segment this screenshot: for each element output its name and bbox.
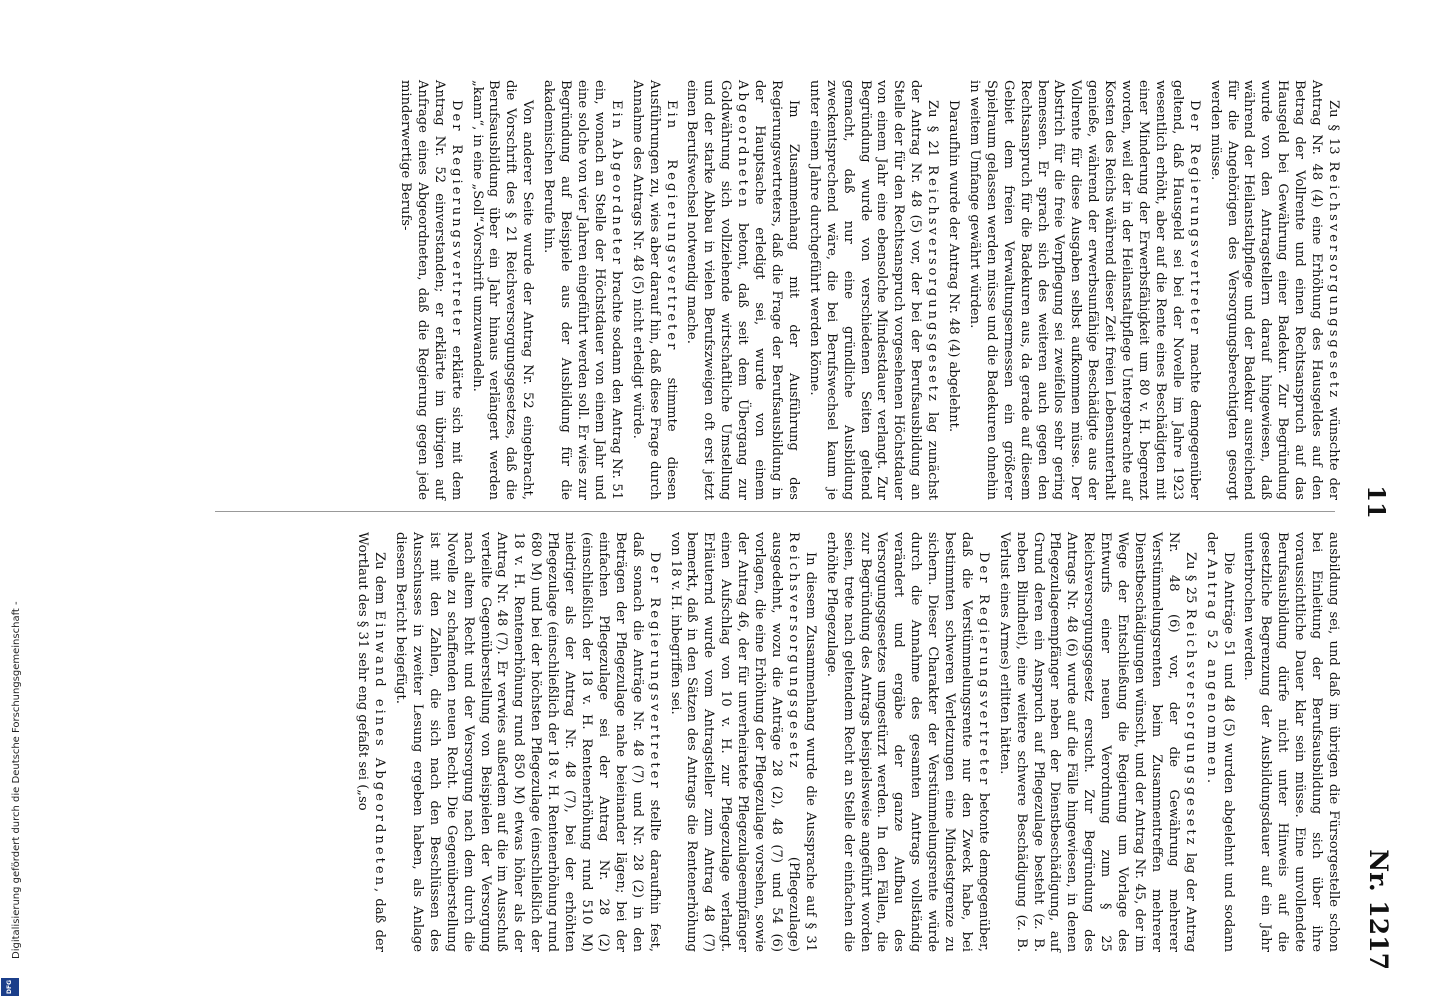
paragraph — [1202, 532, 1236, 952]
document-number: Nr. 1217 — [1364, 849, 1393, 970]
paragraph-text: betonte demgegenüber, daß die Verstümmelungsrente nur den Zweck habe, bei bestimmten schweren Verletzungen eine Mindestgrenze zu sichern. Dieser Charakter der Verstümmelungsrente würde durch die Annahme des gesamten Antrags vollständig verändert und ergäbe der ganze Aufbau des Versorgungsgesetzes umgestürzt werden. In den Fällen, die zur Begründung des Antrags beispielsweise angeführt worden seien, trete nach geltendem Recht an Stelle der einfachen die erhöhte Pflegezulage. — [823, 532, 991, 952]
left-text-column — [211, 80, 1341, 500]
paragraph-text: Zu § 13 — [1326, 100, 1341, 162]
spaced-emphasis: Ein Abgeordneter — [608, 100, 624, 267]
paragraph-text: stellte daraufhin fest, daß sonach die Anträge Nr. 48 (7) und Nr. 28 (2) in den Beträgen der Pflegezulage nahe beieinander lägen; bei der einfachen Pflegezulage sei der Antrag Nr. 28 (2) (einschließlich der 18 v. H. Rentenerhöhung rund 510 M) niedriger als der Antrag Nr. 48 (7), bei der erhöhten Pflegezulage (einschließlich der 18 v. H. Rentenerhöhung rund 680 M) und bei der höchsten Pflegezulage (einschließlich der 18 v. H. Rentenerhöhung rund 850 M) etwas höher als der Antrag Nr. 48 (7). Er verwies außerdem auf die im Ausschuß verteilte Gegenüberstellung von Beispielen der Versorgung nach altem Recht und der Versorgung nach dem durch die Novelle zu schaffenden neuen Recht. Die Gegenüberstellung ist mit den Zahlen, die sich nach den Beschlüssen des Ausschusses in zweiter Lesung ergeben haben, als Anlage diesem Bericht beigefügt. — [393, 532, 662, 952]
spaced-emphasis: Reichsversorgungsgesetz — [785, 532, 801, 771]
spaced-emphasis: Reichsversorgungsgesetz — [925, 165, 941, 404]
spaced-emphasis: Der Regierungsvertreter — [646, 552, 662, 791]
paragraph — [539, 80, 624, 500]
paragraph — [1240, 532, 1341, 952]
paragraph — [666, 532, 818, 952]
paragraph — [391, 532, 662, 952]
paragraph-text: In diesem Zusammenhang wurde die Aussprache auf § 31 — [802, 552, 818, 952]
paragraph-text: Von anderer Seite wurde der Antrag Nr. 52 eingebracht, die Vorschrift des § 21 Reichsversorgungsgesetzes, daß die Berufsausbildung über ein Jahr hinaus verlängert werden „kann“, in eine „Soll“-Vorschrift umzuwandeln. — [469, 80, 536, 500]
spaced-emphasis: Abgeordneten — [735, 80, 751, 211]
paragraph — [683, 80, 801, 500]
paragraph — [628, 80, 679, 500]
paragraph-text: Die Anträge 51 und 48 (5) wurden abgelehnt und sodann der — [1203, 532, 1236, 952]
right-text-column — [211, 532, 1341, 952]
paragraph-text: erklärte sich mit dem Antrag Nr. 52 einverstanden; er erklärte im übrigen auf Anfrage eines Abgeordneten, daß die Regierung gegen jede minderwertige Berufs- — [397, 80, 464, 500]
spaced-emphasis: Reichsversorgungsgesetz — [1326, 161, 1341, 401]
paragraph-text: Im Zusammenhang mit der Ausführung des Regierungsvertreters, daß die Frage der Berufsausbildung in der Hauptsache erledigt sei, wurde von einem — [752, 80, 801, 500]
paragraph-text: Daraufhin wurde der Antrag Nr. 48 (4) abgelehnt. — [946, 100, 962, 433]
paragraph — [965, 80, 1202, 500]
spaced-emphasis: Einwand eines Abgeordneten — [372, 610, 388, 889]
paragraph — [396, 80, 464, 500]
paragraph-text: (Pflegezulage) ausgedehnt, wozu die Anträge 28 (2), 48 (7) und 54 (6) vorlagen, die eine Erhöhung der Pflegezulage vorsehen, sowie der Antrag 46, der für unverheiratete Pflegezulageempfänger einen Aufschlag von 10 v. H. zur Pflegezulage verlangt. Erläuternd wurde vom Antragsteller zum Antrag 48 (7) bemerkt, daß in den Sätzen des Antrags die Rentenerhöhung von 18 v. H. inbegriffen sei. — [667, 532, 801, 952]
scanned-page — [205, 70, 1395, 970]
dfg-logo: DFG — [1, 978, 19, 996]
paragraph-text: machte demgegenüber geltend, daß Hausgeld sei bei der Novelle im Jahre 1923 wesentlich erhöht, aber auf die Rente eines Beschädigten mit einer Minderung der Erwerbsfähigkeit um 80 v. H. begrenzt worden, weil der in der Heilanstaltpflege Untergebrachte auf Kosten des Reichs während dieser Zeit freien Lebensunterhalt genieße, während der erwerbsunfähige Beschädigte aus der Vollrente für diese Ausgaben selbst aufkommen müsse. Der Abstrich für die freie Verpflegung sei zweifellos sehr gering bemessen. Er sprach sich des weiteren auch gegen den Rechtsanspruch für die Badekuren aus, da gerade auf diesem Gebiet dem freien Verwaltungsermessen ein größerer Spielraum gelassen werden müsse und die Badekuren ohnehin in weitem Umfange gewährt würden. — [966, 80, 1202, 501]
spaced-emphasis: Der Regierungsvertreter — [448, 100, 464, 338]
paragraph — [805, 80, 940, 500]
paragraph-text: lag der Antrag Nr. 48 (6) vor, der die Gewährung mehrerer Verstümmelungsrenten beim Zusammentreffen mehrerer Dienstbeschädigungen wünscht, und der Antrag Nr. 45, der im Wege der Entschließung die Regierung um Vorlage des Entwurfs einer neuen Verordnung zum § 25 Reichsversorgungsgesetz ersucht. Zur Begründung des Antrags Nr. 48 (6) wurde auf die Fälle hingewiesen, in denen Pflegezulageempfänger neben der Dienstbeschädigung, auf Grund deren ein Anspruch auf Pflegezulage besteht (z. B. neben Blindheit), eine weitere schwere Beschädigung (z. B. Verlust eines Armes) erlitten hätten. — [996, 532, 1198, 952]
paragraph — [1206, 80, 1341, 500]
paragraph-text: brachte sodann den Antrag Nr. 51 ein, wonach an Stelle der Höchstdauer von einem Jahr und eine solche von vier Jahren eingeführt werden soll. Er wies zur Begründung auf Beispiele aus der Ausbildung für die akademischen Berufe hin. — [541, 80, 624, 500]
paragraph-text: Zu § 21 — [925, 100, 941, 166]
paragraph — [822, 532, 991, 952]
paragraph — [353, 532, 387, 952]
digitization-credit — [0, 0, 22, 1000]
paragraph-text: wünschte der Antrag Nr. 48 (4) eine Erhöhung des Hausgeldes auf den Betrag der Vollrente und einen Rechtsanspruch auf das Hausgeld bei Gewährung einer Badekur. Zur Begründung wurde von den Antragstellern darauf hingewiesen, daß während der Heilanstaltpflege und der Badekur ausreichend für die Angehörigen des Versorgungsberechtigten gesorgt werden müsse. — [1207, 80, 1341, 500]
spaced-emphasis: Antrag 52 angenommen — [1203, 558, 1219, 779]
paragraph — [995, 532, 1198, 952]
paragraph-text: , daß der Wortlaut des § 31 sehr eng gefaßt sei („so — [355, 532, 388, 953]
paragraph-text: betont, daß seit dem Übergang zur Goldwährung sich vollziehende wirtschaftliche Umstellung und der starke Abbau in vielen Berufszweigen oft erst jetzt einen Berufswechsel notwendig mache. — [684, 80, 751, 500]
page-number: 11 — [1362, 485, 1391, 519]
paragraph-text: ausbildung sei, und daß im übrigen die Fürsorgestelle schon bei Einleitung der Berufsausbildung sich über ihre voraussichtliche Dauer klar sein müsse. Eine unvollendete Berufsausbildung dürfe nicht unter Hinweis auf die gesetzliche Begrenzung der Ausbildungsdauer auf ein Jahr unterbrochen werden. — [1241, 532, 1341, 952]
spaced-emphasis: Der Regierungsvertreter — [975, 552, 991, 788]
paragraph-text: Zu § 25 — [1182, 552, 1198, 609]
spaced-emphasis: Reichsversorgungsgesetz — [1182, 608, 1198, 848]
paragraph — [468, 80, 536, 500]
paragraph-text: Zu dem — [372, 552, 388, 611]
column-divider — [215, 511, 1335, 512]
page-header — [1345, 70, 1395, 970]
paragraph-text: lag zunächst der Antrag Nr. 48 (5) vor, der bei der Berufsausbildung an Stelle der für den Rechtsanspruch vorgesehenen Höchstdauer von einem Jahr eine ebensolche Mindestdauer verlangt. Zur Begründung wurde von verschiedenen Seiten geltend gemacht, daß nur eine gründliche Ausbildung zweckentsprechend wäre, die bei Berufswechsel kaum je unter einem Jahre durchgeführt werden könne. — [806, 80, 941, 500]
spaced-emphasis: Der Regierungsvertreter — [1186, 100, 1202, 337]
paragraph — [944, 80, 961, 500]
paragraph-text: stimmte diesen Ausführungen zu, wies aber darauf hin, daß diese Frage durch Annahme des Antrags Nr. 48 (5) nicht erledigt würde. — [629, 80, 679, 500]
credit-text: Digitalisierung gefördert durch die Deutsche Forschungsgemeinschaft - — [11, 601, 22, 959]
paragraph-text: . — [1203, 778, 1219, 784]
spaced-emphasis: Ein Regierungsvertreter — [663, 100, 679, 353]
